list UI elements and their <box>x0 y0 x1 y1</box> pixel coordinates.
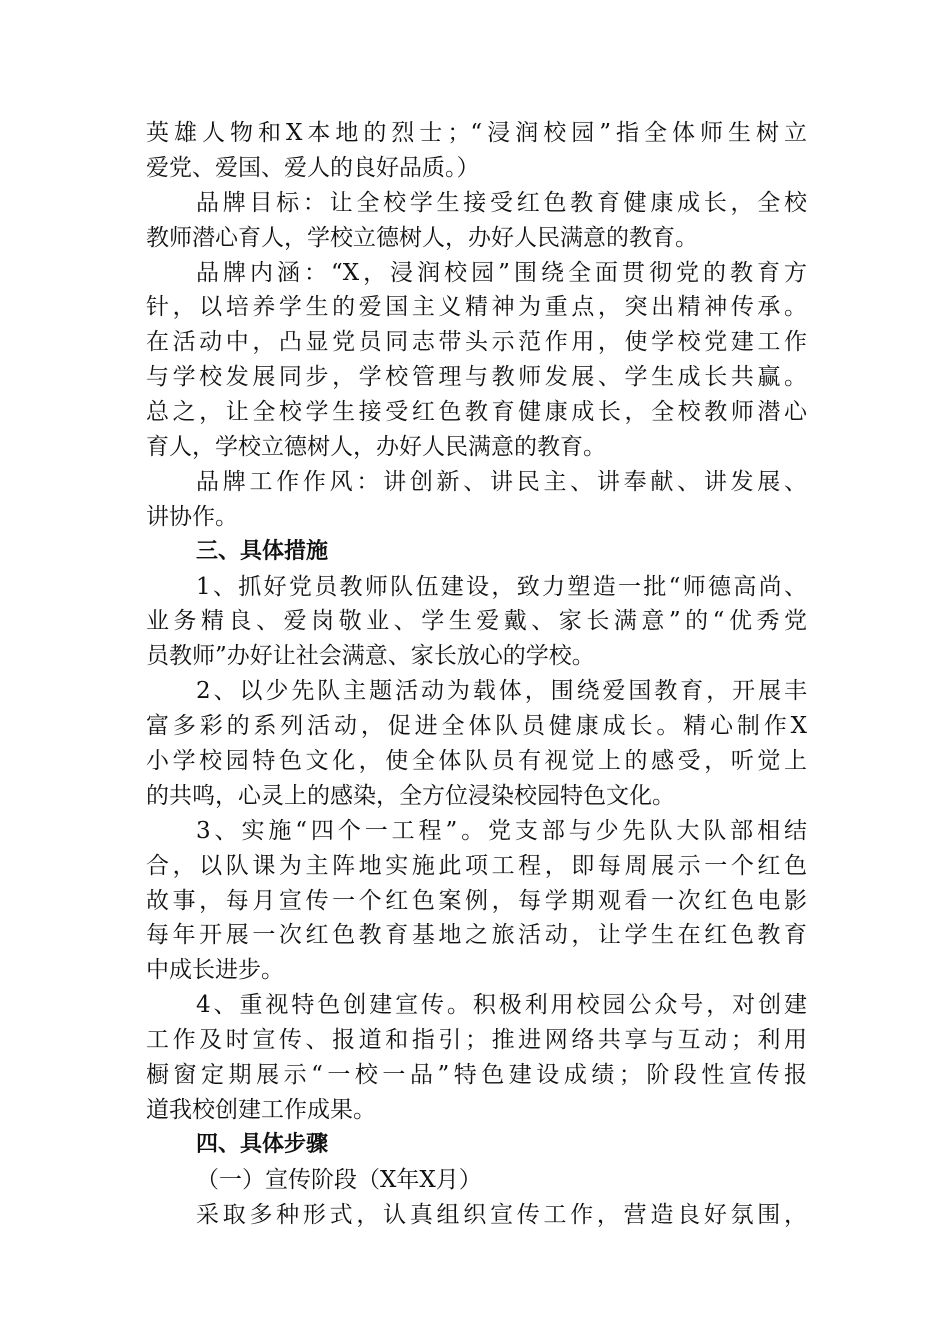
text-line: 教师潜心育人，学校立德树人，办好人民满意的教育。 <box>146 224 698 251</box>
text-line: 品牌内涵：“X，浸润校园”围绕全面贯彻党的教育方 <box>196 259 807 286</box>
text-line: 总之，让全校学生接受红色教育健康成长，全校教师潜心 <box>146 399 807 426</box>
text-line: 工作及时宣传、报道和指引；推进网络共享与互动；利用 <box>146 1027 807 1054</box>
section-heading: 四、具体步骤 <box>196 1131 329 1157</box>
text-line: 4、重视特色创建宣传。积极利用校园公众号，对创建 <box>196 992 807 1019</box>
text-line: 3、实施“四个一工程”。党支部与少先队大队部相结 <box>196 817 807 844</box>
text-line: 故事，每月宣传一个红色案例，每学期观看一次红色电影 <box>146 887 807 914</box>
text-line: 富多彩的系列活动，促进全体队员健康成长。精心制作X <box>146 713 807 740</box>
text-line: 在活动中，凸显党员同志带头示范作用，使学校党建工作 <box>146 329 807 356</box>
text-line: 业务精良、爱岗敬业、学生爱戴、家长满意”的“优秀党 <box>146 608 807 635</box>
text-line: 中成长进步。 <box>146 957 284 984</box>
text-line: 的共鸣，心灵上的感染，全方位浸染校园特色文化。 <box>146 782 675 809</box>
text-line: 爱党、爱国、爱人的良好品质。） <box>146 154 480 181</box>
text-line: 讲协作。 <box>146 503 238 530</box>
text-line: （一）宣传阶段（X年X月） <box>196 1166 482 1193</box>
text-line: 针，以培养学生的爱国主义精神为重点，突出精神传承。 <box>146 294 807 321</box>
text-line: 1、抓好党员教师队伍建设，致力塑造一批“师德高尚、 <box>196 573 807 600</box>
text-line: 英雄人物和X本地的烈士；“浸润校园”指全体师生树立 <box>146 120 807 146</box>
text-line: 采取多种形式，认真组织宣传工作，营造良好氛围， <box>196 1201 807 1228</box>
text-line: 品牌目标：让全校学生接受红色教育健康成长，全校 <box>196 189 807 216</box>
text-line: 育人，学校立德树人，办好人民满意的教育。 <box>146 434 606 461</box>
text-line: 与学校发展同步，学校管理与教师发展、学生成长共赢。 <box>146 364 807 391</box>
text-line: 每年开展一次红色教育基地之旅活动，让学生在红色教育 <box>146 922 807 949</box>
text-line: 品牌工作作风：讲创新、讲民主、讲奉献、讲发展、 <box>196 468 807 495</box>
text-line: 2、以少先队主题活动为载体，围绕爱国教育，开展丰 <box>196 678 807 705</box>
text-line: 道我校创建工作成果。 <box>146 1096 376 1123</box>
section-heading: 三、具体措施 <box>196 538 329 564</box>
text-line: 橱窗定期展示“一校一品”特色建设成绩；阶段性宣传报 <box>146 1062 807 1089</box>
text-line: 小学校园特色文化，使全体队员有视觉上的感受，听觉上 <box>146 748 807 775</box>
text-line: 员教师”办好让社会满意、家长放心的学校。 <box>146 643 595 670</box>
text-line: 合，以队课为主阵地实施此项工程，即每周展示一个红色 <box>146 852 807 879</box>
